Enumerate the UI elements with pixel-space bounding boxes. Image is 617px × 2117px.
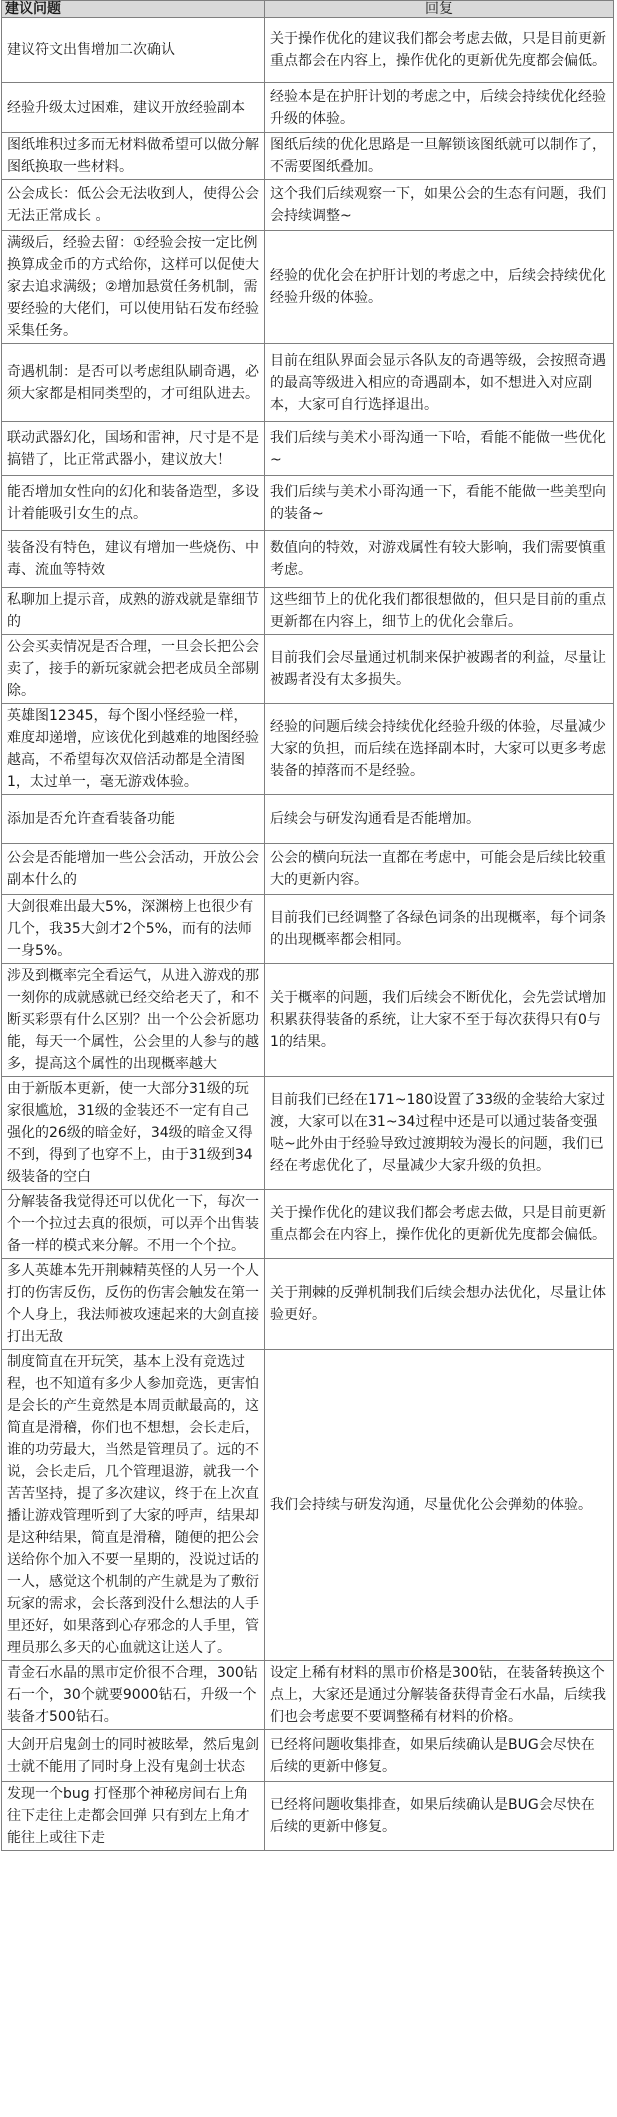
reply-cell: 关于操作优化的建议我们都会考虑去做，只是目前更新重点都会在内容上，操作优化的更新优先度都会偏低。	[265, 1190, 614, 1259]
table-row	[2, 344, 614, 422]
question-cell: 私聊加上提示音，成熟的游戏就是靠细节的	[2, 588, 265, 635]
question-cell: 发现一个bug 打怪那个神秘房间右上角往下走往上走都会回弹 只有到左上角才能往上或往下走	[2, 1782, 265, 1851]
table-row	[2, 83, 614, 133]
question-cell: 联动武器幻化，国场和雷神，尺寸是不是搞错了，比正常武器小，建议放大！	[2, 422, 265, 476]
table-row	[2, 964, 614, 1077]
table-row	[2, 635, 614, 704]
table-row	[2, 231, 614, 344]
reply-cell: 我们后续与美术小哥沟通一下哈，看能不能做一些优化~	[265, 422, 614, 476]
table-row	[2, 180, 614, 231]
table-row	[2, 1259, 614, 1350]
table-row	[2, 476, 614, 531]
qa-table	[1, 0, 614, 1851]
reply-cell: 经验本是在护肝计划的考虑之中，后续会持续优化经验升级的体验。	[265, 83, 614, 133]
question-cell: 图纸堆积过多而无材料做希望可以做分解图纸换取一些材料。	[2, 133, 265, 180]
question-header: 建议问题	[2, 1, 265, 18]
reply-cell: 已经将问题收集排查，如果后续确认是BUG会尽快在后续的更新中修复。	[265, 1730, 614, 1782]
question-cell: 多人英雄本先开荆棘精英怪的人另一个人打的伤害反伤，反伤的伤害会触发在第一个人身上，我法师被攻速起来的大剑直接打出无敌	[2, 1259, 265, 1350]
table-row	[2, 704, 614, 795]
question-cell: 公会是否能增加一些公会活动，开放公会副本什么的	[2, 844, 265, 895]
question-cell: 满级后，经验去留：①经验会按一定比例换算成金币的方式给你，这样可以促使大家去追求满级；②增加悬赏任务机制，需要经验的大佬们，可以使用钻石发布经验采集任务。	[2, 231, 265, 344]
reply-cell: 已经将问题收集排查，如果后续确认是BUG会尽快在后续的更新中修复。	[265, 1782, 614, 1851]
reply-header: 回复	[265, 1, 614, 18]
reply-cell: 图纸后续的优化思路是一旦解锁该图纸就可以制作了，不需要图纸叠加。	[265, 133, 614, 180]
reply-cell: 这些细节上的优化我们都很想做的，但只是目前的重点更新都在内容上，细节上的优化会靠后。	[265, 588, 614, 635]
reply-cell: 我们会持续与研发沟通，尽量优化公会弹劾的体验。	[265, 1350, 614, 1661]
question-cell: 英雄图12345，每个图小怪经验一样，难度却递增，应该优化到越难的地图经验越高，不希望每次双倍活动都是全清图1，太过单一，毫无游戏体验。	[2, 704, 265, 795]
reply-cell: 目前我们会尽量通过机制来保护被踢者的利益，尽量让被踢者没有太多损失。	[265, 635, 614, 704]
reply-cell: 关于概率的问题，我们后续会不断优化，会先尝试增加积累获得装备的系统，让大家不至于每次获得只有0与1的结果。	[265, 964, 614, 1077]
table-row	[2, 588, 614, 635]
reply-cell: 经验的优化会在护肝计划的考虑之中，后续会持续优化经验升级的体验。	[265, 231, 614, 344]
reply-cell: 关于操作优化的建议我们都会考虑去做，只是目前更新重点都会在内容上，操作优化的更新优先度都会偏低。	[265, 18, 614, 83]
table-row	[2, 844, 614, 895]
question-cell: 涉及到概率完全看运气，从进入游戏的那一刻你的成就感就已经交给老天了，和不断买彩票有什么区别？出一个公会祈愿功能，每天一个属性，公会里的人参与的越多，提高这个属性的出现概率越大	[2, 964, 265, 1077]
question-cell: 由于新版本更新，使一大部分31级的玩家很尴尬，31级的金装还不一定有自己强化的26级的暗金好，34级的暗金又得不到，得到了也穿不上，由于31级到34级装备的空白	[2, 1077, 265, 1190]
question-cell: 经验升级太过困难，建议开放经验副本	[2, 83, 265, 133]
question-cell: 能否增加女性向的幻化和装备造型，多设计着能吸引女生的点。	[2, 476, 265, 531]
header-row	[2, 1, 614, 18]
table-row	[2, 422, 614, 476]
reply-cell: 设定上稀有材料的黑市价格是300钻，在装备转换这个点上，大家还是通过分解装备获得青金石水晶，后续我们也会考虑要不要调整稀有材料的价格。	[265, 1661, 614, 1730]
table-row	[2, 795, 614, 844]
question-cell: 青金石水晶的黑市定价很不合理，300钻石一个，30个就要9000钻石，升级一个装备才500钻石。	[2, 1661, 265, 1730]
table-row	[2, 133, 614, 180]
question-cell: 制度简直在开玩笑，基本上没有竞选过程，也不知道有多少人参加竞选，更害怕是会长的产生竟然是本周贡献最高的，这简直是滑稽，你们也不想想，会长走后，谁的功劳最大，当然是管理员了。远的不说，会长走后，几个管理退游，就我一个苦苦坚持，提了多次建议，终于在上次直播让游戏管理听到了大家的呼声，结果却是这种结果，简直是滑稽，随便的把公会送给你个加入不要一星期的，没说过话的一人，感觉这个机制的产生就是为了敷衍玩家的需求，会长落到没什么想法的人手里还好，如果落到心存邪念的人手里，管理员那么多天的心血就这让送人了。	[2, 1350, 265, 1661]
reply-cell: 公会的横向玩法一直都在考虑中，可能会是后续比较重大的更新内容。	[265, 844, 614, 895]
reply-cell: 这个我们后续观察一下，如果公会的生态有问题，我们会持续调整~	[265, 180, 614, 231]
question-cell: 添加是否允许查看装备功能	[2, 795, 265, 844]
question-cell: 建议符文出售增加二次确认	[2, 18, 265, 83]
table-row	[2, 1661, 614, 1730]
reply-cell: 我们后续与美术小哥沟通一下，看能不能做一些美型向的装备~	[265, 476, 614, 531]
question-cell: 大剑开启鬼剑士的同时被眩晕，然后鬼剑士就不能用了同时身上没有鬼剑士状态	[2, 1730, 265, 1782]
table-row	[2, 1077, 614, 1190]
reply-cell: 目前在组队界面会显示各队友的奇遇等级，会按照奇遇的最高等级进入相应的奇遇副本，如不想进入对应副本，大家可自行选择退出。	[265, 344, 614, 422]
reply-cell: 经验的问题后续会持续优化经验升级的体验，尽量减少大家的负担，而后续在选择副本时，大家可以更多考虑装备的掉落而不是经验。	[265, 704, 614, 795]
reply-cell: 关于荆棘的反弹机制我们后续会想办法优化，尽量让体验更好。	[265, 1259, 614, 1350]
question-cell: 公会买卖情况是否合理，一旦会长把公会卖了，接手的新玩家就会把老成员全部剔除。	[2, 635, 265, 704]
table-row	[2, 1782, 614, 1851]
question-cell: 公会成长：低公会无法收到人，使得公会无法正常成长 。	[2, 180, 265, 231]
reply-cell: 后续会与研发沟通看是否能增加。	[265, 795, 614, 844]
table-row	[2, 1350, 614, 1661]
reply-cell: 目前我们已经在171~180设置了33级的金装给大家过渡，大家可以在31~34过程中还是可以通过装备变强哒~此外由于经验导致过渡期较为漫长的问题，我们已经在考虑优化了，尽量减少大家升级的负担。	[265, 1077, 614, 1190]
question-cell: 奇遇机制：是否可以考虑组队刷奇遇，必须大家都是相同类型的，才可组队进去。	[2, 344, 265, 422]
table-row	[2, 1190, 614, 1259]
table-row	[2, 895, 614, 964]
table-row	[2, 531, 614, 588]
table-row	[2, 1730, 614, 1782]
question-cell: 分解装备我觉得还可以优化一下，每次一个一个拉过去真的很烦，可以弄个出售装备一样的模式来分解。不用一个个拉。	[2, 1190, 265, 1259]
question-cell: 大剑很难出最大5%，深渊榜上也很少有几个，我35大剑才2个5%，而有的法师一身5%。	[2, 895, 265, 964]
question-cell: 装备没有特色，建议有增加一些烧伤、中毒、流血等特效	[2, 531, 265, 588]
table-row	[2, 18, 614, 83]
reply-cell: 数值向的特效，对游戏属性有较大影响，我们需要慎重考虑。	[265, 531, 614, 588]
reply-cell: 目前我们已经调整了各绿色词条的出现概率，每个词条的出现概率都会相同。	[265, 895, 614, 964]
